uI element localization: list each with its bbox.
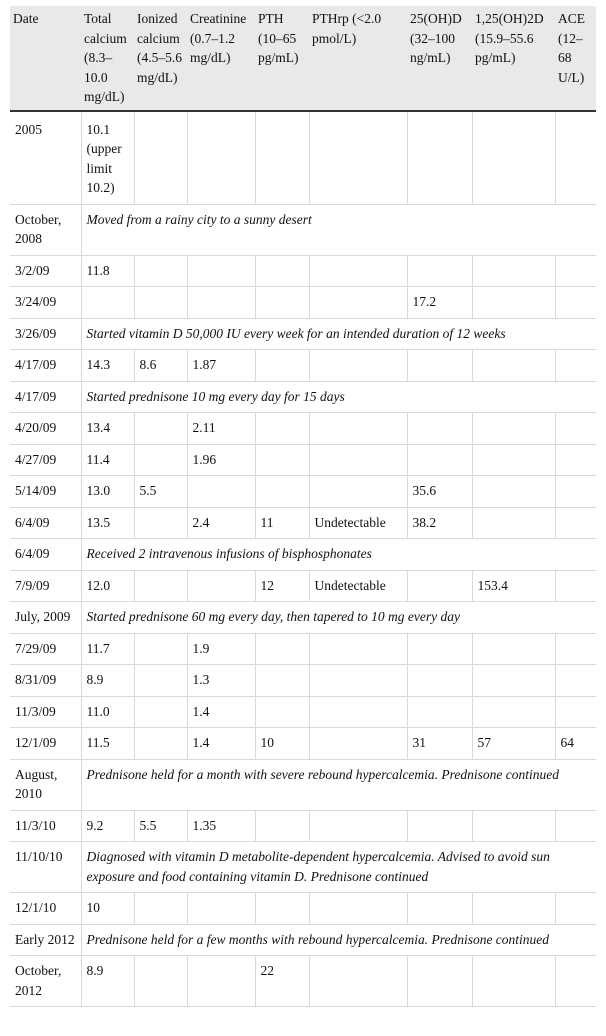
value-cell: 11 [255,507,309,539]
value-cell [472,893,555,925]
value-cell: 64 [555,728,596,760]
value-cell: 2.11 [187,413,255,445]
column-header-125oh2d: 1,25(OH)2D (15.9–55.6 pg/mL) [472,6,555,111]
value-cell [407,956,472,1007]
value-cell [309,111,407,205]
value-cell [309,956,407,1007]
date-cell: 11/3/09 [10,696,81,728]
table-row [10,810,596,842]
event-row [10,759,596,810]
value-cell [555,696,596,728]
value-cell: 12.0 [81,570,134,602]
date-cell: 4/27/09 [10,444,81,476]
value-cell: Undetectable [309,570,407,602]
value-cell: 11.7 [81,633,134,665]
value-cell [255,413,309,445]
value-cell: 1.87 [187,350,255,382]
column-header-date: Date [10,6,81,111]
value-cell [255,444,309,476]
value-cell [555,893,596,925]
date-cell: October, 2012 [10,956,81,1007]
value-cell: 13.4 [81,413,134,445]
value-cell [555,956,596,1007]
value-cell: Undetectable [309,507,407,539]
value-cell [255,350,309,382]
value-cell [555,570,596,602]
event-row [10,204,596,255]
value-cell [309,728,407,760]
value-cell [472,810,555,842]
value-cell [472,476,555,508]
column-header-ace: ACE (12–68 U/L) [555,6,596,111]
date-cell: 4/20/09 [10,413,81,445]
column-header-25ohd: 25(OH)D (32–100 ng/mL) [407,6,472,111]
value-cell [309,476,407,508]
value-cell [555,476,596,508]
value-cell [555,810,596,842]
value-cell [134,893,187,925]
date-cell: 8/31/09 [10,665,81,697]
value-cell: 1.35 [187,810,255,842]
value-cell [555,413,596,445]
value-cell [134,665,187,697]
header-row [10,6,596,111]
value-cell: 1.96 [187,444,255,476]
value-cell [255,665,309,697]
date-cell: 3/26/09 [10,318,81,350]
value-cell [407,111,472,205]
value-cell [309,893,407,925]
column-header-total-calcium: Total calcium (8.3–10.0 mg/dL) [81,6,134,111]
value-cell [134,255,187,287]
table-row [10,111,596,205]
value-cell [407,413,472,445]
table-row [10,413,596,445]
value-cell [555,287,596,319]
value-cell: 1.3 [187,665,255,697]
value-cell [555,111,596,205]
date-cell: 2005 [10,111,81,205]
value-cell [134,413,187,445]
value-cell [472,413,555,445]
date-cell: October, 2008 [10,204,81,255]
value-cell [255,476,309,508]
value-cell [255,810,309,842]
value-cell [255,287,309,319]
event-row [10,842,596,893]
value-cell [134,728,187,760]
value-cell: 5.5 [134,476,187,508]
value-cell: 57 [472,728,555,760]
date-cell: 7/29/09 [10,633,81,665]
value-cell [555,507,596,539]
value-cell [309,696,407,728]
table-body [10,111,596,1007]
value-cell [309,413,407,445]
date-cell: 11/10/10 [10,842,81,893]
value-cell [134,111,187,205]
event-row [10,318,596,350]
value-cell [309,255,407,287]
value-cell: 8.9 [81,956,134,1007]
event-note-cell: Started vitamin D 50,000 IU every week for an intended duration of 12 weeks [81,318,596,350]
value-cell [407,444,472,476]
value-cell [407,350,472,382]
value-cell [187,570,255,602]
value-cell [309,350,407,382]
value-cell: 10 [81,893,134,925]
value-cell: 1.4 [187,696,255,728]
value-cell [309,287,407,319]
date-cell: 12/1/09 [10,728,81,760]
date-cell: 11/3/10 [10,810,81,842]
event-note-cell: Prednisone held for a few months with rebound hypercalcemia. Prednisone continued [81,924,596,956]
value-cell [309,444,407,476]
date-cell: 6/4/09 [10,539,81,571]
event-row [10,924,596,956]
value-cell [187,255,255,287]
value-cell [407,810,472,842]
value-cell [134,444,187,476]
value-cell [134,696,187,728]
value-cell [255,111,309,205]
date-cell: Early 2012 [10,924,81,956]
value-cell [407,893,472,925]
table-row [10,696,596,728]
value-cell: 11.8 [81,255,134,287]
value-cell [255,696,309,728]
value-cell [255,255,309,287]
value-cell [555,350,596,382]
value-cell: 12 [255,570,309,602]
table-row [10,570,596,602]
value-cell [472,111,555,205]
event-row [10,539,596,571]
value-cell [134,956,187,1007]
value-cell: 9.2 [81,810,134,842]
value-cell [555,255,596,287]
date-cell: 5/14/09 [10,476,81,508]
value-cell [309,810,407,842]
column-header-pth: PTH (10–65 pg/mL) [255,6,309,111]
date-cell: 3/24/09 [10,287,81,319]
event-row [10,602,596,634]
event-note-cell: Prednisone held for a month with severe rebound hypercalcemia. Prednisone continued [81,759,596,810]
table-row [10,956,596,1007]
value-cell: 8.6 [134,350,187,382]
value-cell: 22 [255,956,309,1007]
event-row [10,381,596,413]
event-note-cell: Started prednisone 10 mg every day for 15 days [81,381,596,413]
table-row [10,728,596,760]
table-row [10,255,596,287]
value-cell [309,665,407,697]
value-cell [187,893,255,925]
date-cell: 7/9/09 [10,570,81,602]
value-cell [187,111,255,205]
value-cell: 11.5 [81,728,134,760]
value-cell: 13.5 [81,507,134,539]
value-cell [555,665,596,697]
column-header-creatinine: Creatinine (0.7–1.2 mg/dL) [187,6,255,111]
value-cell [81,287,134,319]
value-cell [472,633,555,665]
value-cell: 14.3 [81,350,134,382]
event-note-cell: Diagnosed with vitamin D metabolite-dependent hypercalcemia. Advised to avoid sun exposure and food containing vitamin D. Prednisone continued [81,842,596,893]
value-cell: 5.5 [134,810,187,842]
value-cell [134,570,187,602]
table-row [10,444,596,476]
column-header-pthrp: PTHrp (<2.0 pmol/L) [309,6,407,111]
value-cell [472,444,555,476]
value-cell [187,287,255,319]
value-cell: 35.6 [407,476,472,508]
value-cell [472,507,555,539]
value-cell [309,633,407,665]
value-cell: 1.4 [187,728,255,760]
table-header [10,6,596,111]
value-cell [472,696,555,728]
value-cell [255,633,309,665]
value-cell [407,633,472,665]
table-row [10,287,596,319]
column-header-ionized-calcium: Ionized calcium (4.5–5.6 mg/dL) [134,6,187,111]
date-cell: 4/17/09 [10,381,81,413]
value-cell [134,507,187,539]
value-cell [472,255,555,287]
value-cell: 11.4 [81,444,134,476]
date-cell: 4/17/09 [10,350,81,382]
value-cell: 38.2 [407,507,472,539]
date-cell: 6/4/09 [10,507,81,539]
date-cell: 12/1/10 [10,893,81,925]
table-row [10,633,596,665]
event-note-cell: Moved from a rainy city to a sunny desert [81,204,596,255]
value-cell [407,255,472,287]
value-cell [555,444,596,476]
value-cell [255,893,309,925]
value-cell [407,696,472,728]
value-cell: 2.4 [187,507,255,539]
table-row [10,893,596,925]
value-cell: 17.2 [407,287,472,319]
value-cell [134,287,187,319]
value-cell [407,665,472,697]
table-row [10,507,596,539]
date-cell: 3/2/09 [10,255,81,287]
value-cell [187,956,255,1007]
value-cell: 1.9 [187,633,255,665]
value-cell: 11.0 [81,696,134,728]
value-cell [472,350,555,382]
date-cell: August, 2010 [10,759,81,810]
event-note-cell: Received 2 intravenous infusions of bisphosphonates [81,539,596,571]
value-cell [555,633,596,665]
value-cell: 153.4 [472,570,555,602]
value-cell: 10.1 (upper limit 10.2) [81,111,134,205]
value-cell: 31 [407,728,472,760]
value-cell [134,633,187,665]
date-cell: July, 2009 [10,602,81,634]
value-cell [472,956,555,1007]
value-cell [407,570,472,602]
value-cell [472,287,555,319]
value-cell: 10 [255,728,309,760]
value-cell [187,476,255,508]
event-note-cell: Started prednisone 60 mg every day, then tapered to 10 mg every day [81,602,596,634]
table-row [10,476,596,508]
value-cell [472,665,555,697]
table-row [10,665,596,697]
value-cell: 13.0 [81,476,134,508]
lab-results-table [10,6,596,1007]
value-cell: 8.9 [81,665,134,697]
table-row [10,350,596,382]
